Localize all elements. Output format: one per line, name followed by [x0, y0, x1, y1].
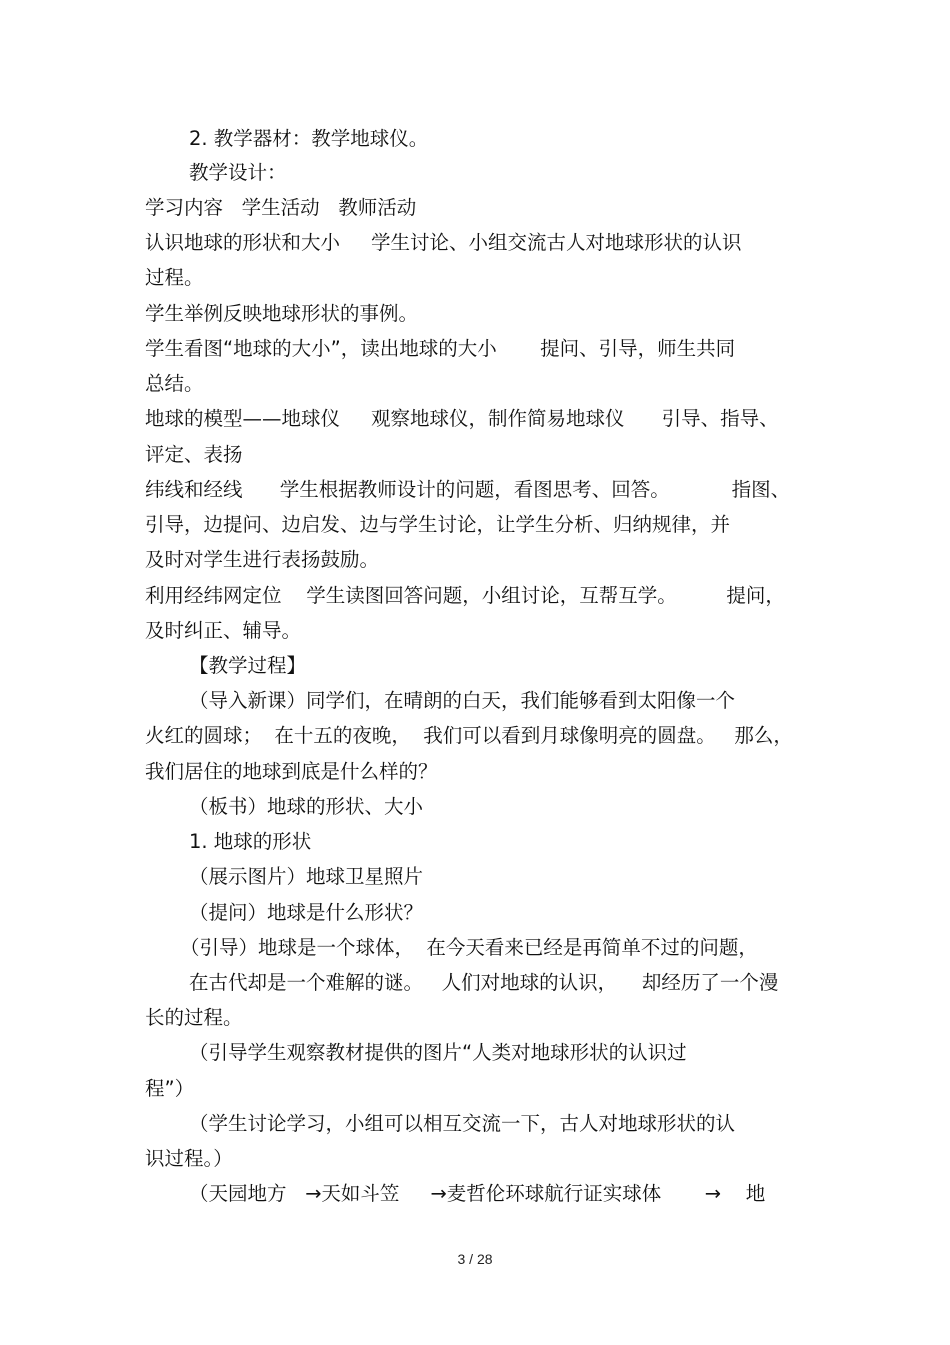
text-line: （引导）地球是一个球体， 在今天看来已经是再简单不过的问题，: [180, 936, 758, 959]
text-line: 教学设计：: [189, 161, 287, 184]
text-line: 认识地球的形状和大小 学生讨论、小组交流古人对地球形状的认识: [145, 231, 742, 254]
text-line: 及时纠正、辅导。: [145, 619, 302, 642]
text-line: （提问）地球是什么形状？: [189, 901, 424, 924]
text-line: 学生举例反映地球形状的事例。: [145, 302, 419, 325]
text-line: 程”）: [145, 1077, 195, 1100]
page-number: 3 / 28: [457, 1251, 493, 1267]
text-line: （展示图片）地球卫星照片: [189, 865, 424, 888]
section-heading: 【教学过程】: [189, 654, 307, 677]
text-line: （学生讨论学习，小组可以相互交流一下，古人对地球形状的认: [189, 1112, 736, 1135]
text-line: （板书）地球的形状、大小: [189, 795, 424, 818]
text-line: 火红的圆球； 在十五的夜晚， 我们可以看到月球像明亮的圆盘。 那么，: [145, 724, 793, 747]
text-line: 评定、表扬: [145, 443, 243, 466]
text-line: 1. 地球的形状: [189, 830, 312, 853]
text-line: 过程。: [145, 266, 204, 289]
text-line: 纬线和经线 学生根据教师设计的问题，看图思考、回答。 指图、: [145, 478, 791, 501]
text-line: 在古代却是一个难解的谜。 人们对地球的认识， 却经历了一个漫: [189, 971, 779, 994]
text-line: （引导学生观察教材提供的图片“人类对地球形状的认识过: [189, 1041, 687, 1064]
text-line: 地球的模型——地球仪 观察地球仪，制作简易地球仪 引导、指导、: [145, 407, 779, 430]
text-line: 2. 教学器材：教学地球仪。: [189, 127, 429, 150]
text-line: 我们居住的地球到底是什么样的？: [145, 760, 438, 783]
text-line: （天园地方 →天如斗笠 →麦哲伦环球航行证实球体 → 地: [189, 1182, 766, 1205]
text-line: （导入新课）同学们，在晴朗的白天，我们能够看到太阳像一个: [189, 689, 736, 712]
text-line: 利用经纬网定位 学生读图回答问题，小组讨论，互帮互学。 提问，: [145, 584, 785, 607]
text-line: 总结。: [145, 372, 204, 395]
text-line: 识过程。）: [145, 1147, 233, 1170]
text-line: 长的过程。: [145, 1006, 243, 1029]
text-line: 引导，边提问、边启发、边与学生讨论，让学生分析、归纳规律，并: [145, 513, 731, 536]
text-line: 学生看图“地球的大小”，读出地球的大小 提问、引导，师生共同: [145, 337, 736, 360]
text-line: 及时对学生进行表扬鼓励。: [145, 548, 380, 571]
text-line: 学习内容 学生活动 教师活动: [145, 196, 417, 219]
